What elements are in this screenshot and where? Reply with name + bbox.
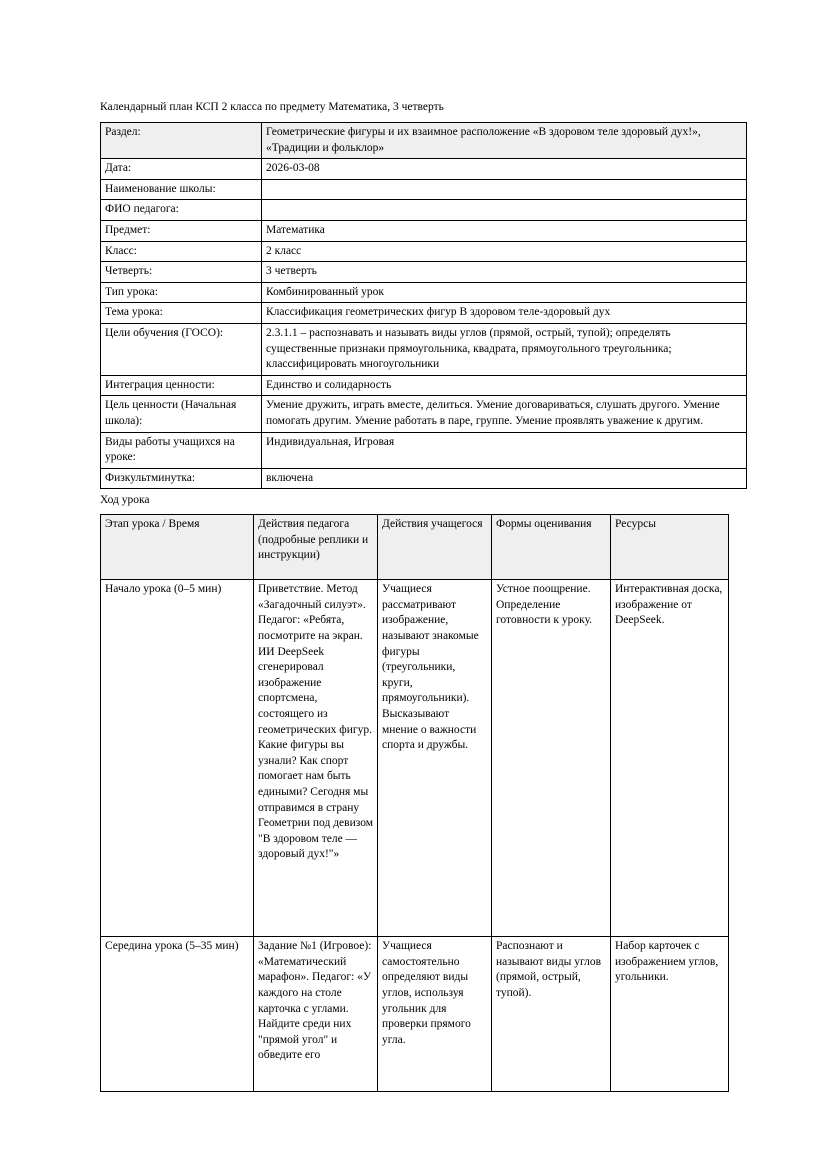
table-row	[101, 159, 747, 180]
table-row	[101, 303, 747, 324]
info-key: Раздел:	[101, 123, 262, 159]
info-value	[262, 200, 747, 221]
cell-resources: Интерактивная доска, изображение от DeepSeek.	[611, 580, 729, 937]
info-value: Классификация геометрических фигур В здоровом теле-здоровый дух	[262, 303, 747, 324]
info-key: Дата:	[101, 159, 262, 180]
table-row	[101, 396, 747, 432]
table-row	[101, 282, 747, 303]
info-value: Комбинированный урок	[262, 282, 747, 303]
cell-assessment: Распознают и называют виды углов (прямой, острый, тупой).	[492, 937, 611, 1092]
table-row	[101, 937, 729, 1092]
info-value: 2.3.1.1 – распознавать и называть виды углов (прямой, острый, тупой); определять существенные признаки прямоугольника, квадрата, прямоугольного треугольника; классифицировать многоугольники	[262, 323, 747, 375]
table-row	[101, 262, 747, 283]
info-key: Наименование школы:	[101, 179, 262, 200]
info-value: включена	[262, 468, 747, 489]
info-key: ФИО педагога:	[101, 200, 262, 221]
info-value: 2 класс	[262, 241, 747, 262]
cell-stage: Середина урока (5–35 мин)	[101, 937, 254, 1092]
info-key: Четверть:	[101, 262, 262, 283]
info-key: Цель ценности (Начальная школа):	[101, 396, 262, 432]
table-row	[101, 220, 747, 241]
table-row	[101, 200, 747, 221]
info-value: Геометрические фигуры и их взаимное расположение «В здоровом теле здоровый дух!», «Традиции и фольклор»	[262, 123, 747, 159]
table-header-row	[101, 515, 729, 580]
info-key: Интеграция ценности:	[101, 375, 262, 396]
info-value: Математика	[262, 220, 747, 241]
table-row	[101, 323, 747, 375]
cell-teacher-actions: Приветствие. Метод «Загадочный силуэт». Педагог: «Ребята, посмотрите на экран. ИИ DeepSeek сгенерировал изображение спортсмена, состоящего из геометрических фигур. Какие фигуры вы узнали? Как спорт помогает нам быть едиными? Сегодня мы отправимся в страну Геометрии под девизом "В здоровом теле — здоровый дух!"»	[254, 580, 378, 937]
info-key: Цели обучения (ГОСО):	[101, 323, 262, 375]
info-key: Тема урока:	[101, 303, 262, 324]
info-key: Физкультминутка:	[101, 468, 262, 489]
column-header-teacher-actions: Действия педагога (подробные реплики и инструкции)	[254, 515, 378, 580]
lesson-info-body	[101, 123, 747, 489]
info-value: 2026-03-08	[262, 159, 747, 180]
column-header-stage: Этап урока / Время	[101, 515, 254, 580]
info-value	[262, 179, 747, 200]
cell-student-actions: Учащиеся самостоятельно определяют виды углов, используя угольник для проверки прямого угла.	[378, 937, 492, 1092]
info-value: Единство и солидарность	[262, 375, 747, 396]
cell-student-actions: Учащиеся рассматривают изображение, называют знакомые фигуры (треугольники, круги, прямоугольники). Высказывают мнение о важности спорта и дружбы.	[378, 580, 492, 937]
info-key: Виды работы учащихся на уроке:	[101, 432, 262, 468]
info-value: Индивидуальная, Игровая	[262, 432, 747, 468]
table-row	[101, 432, 747, 468]
table-row	[101, 179, 747, 200]
section-heading: Ход урока	[100, 494, 150, 507]
table-row	[101, 580, 729, 937]
cell-assessment: Устное поощрение. Определение готовности к уроку.	[492, 580, 611, 937]
column-header-student-actions: Действия учащегося	[378, 515, 492, 580]
cell-stage: Начало урока (0–5 мин)	[101, 580, 254, 937]
cell-teacher-actions: Задание №1 (Игровое): «Математический марафон». Педагог: «У каждого на столе карточка с углами. Найдите среди них "прямой угол" и обведите его	[254, 937, 378, 1092]
table-row	[101, 375, 747, 396]
info-key: Класс:	[101, 241, 262, 262]
column-header-assessment: Формы оценивания	[492, 515, 611, 580]
cell-resources: Набор карточек с изображением углов, угольники.	[611, 937, 729, 1092]
page-title: Календарный план КСП 2 класса по предмету Математика, 3 четверть	[100, 101, 444, 113]
lesson-flow-table	[100, 514, 729, 1092]
info-key: Предмет:	[101, 220, 262, 241]
info-value: Умение дружить, играть вместе, делиться. Умение договариваться, слушать другого. Умение помогать другим. Умение работать в паре, группе. Умение проявлять уважение к другим.	[262, 396, 747, 432]
info-value: 3 четверть	[262, 262, 747, 283]
lesson-info-table	[100, 122, 747, 489]
lesson-flow-body	[101, 515, 729, 1092]
table-row	[101, 468, 747, 489]
info-key: Тип урока:	[101, 282, 262, 303]
table-row	[101, 123, 747, 159]
table-row	[101, 241, 747, 262]
column-header-resources: Ресурсы	[611, 515, 729, 580]
